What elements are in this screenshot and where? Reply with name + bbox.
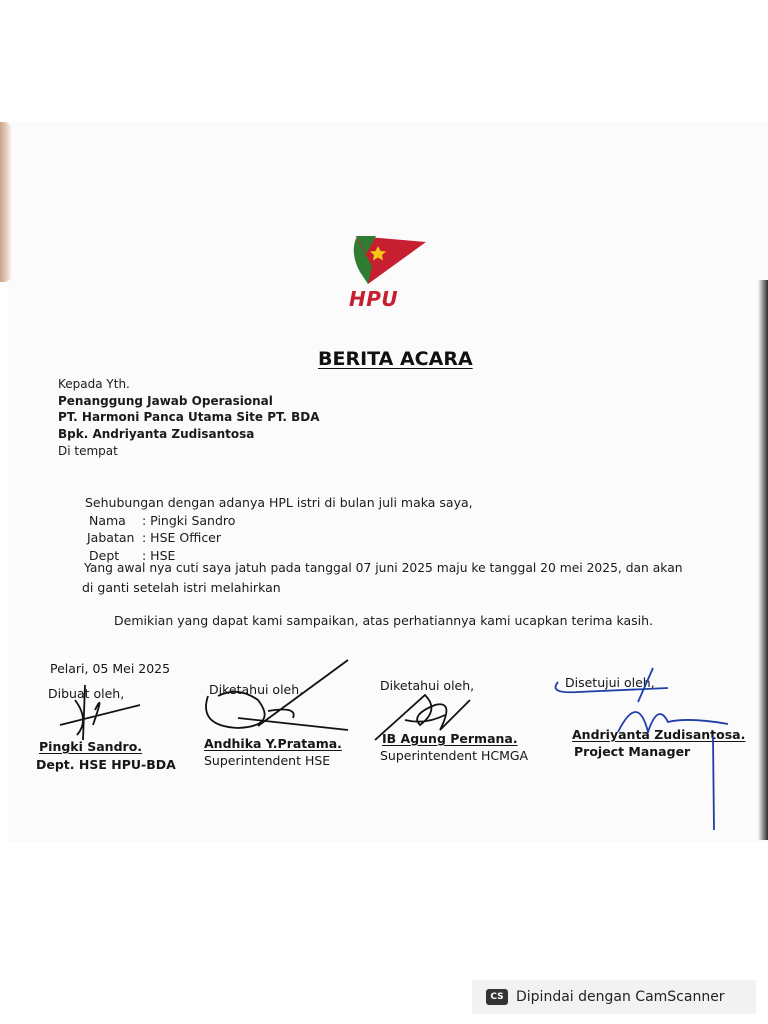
- intro-text: Sehubungan dengan adanya HPL istri di bulan juli maka saya,: [85, 495, 473, 510]
- signatory-name-2: Andhika Y.Pratama.: [204, 736, 342, 751]
- statement-line-1: Yang awal nya cuti saya jatuh pada tanggal 07 juni 2025 maju ke tanggal 20 mei 2025, dan akan: [84, 561, 683, 575]
- address-line-2: PT. Harmoni Panca Utama Site PT. BDA: [58, 410, 320, 424]
- greeting: Kepada Yth.: [58, 377, 130, 391]
- statement-line-2: di ganti setelah istri melahirkan: [82, 580, 281, 595]
- address-line-3: Bpk. Andriyanta Zudisantosa: [58, 427, 255, 441]
- camscanner-icon: CS: [486, 989, 508, 1005]
- field-value-jabatan: : HSE Officer: [142, 530, 222, 545]
- page-edge-right: [758, 280, 768, 840]
- document-title: BERITA ACARA: [318, 348, 473, 370]
- signatory-name-4: Andriyanta Zudisantosa.: [572, 727, 746, 742]
- field-value-dept: : HSE: [142, 548, 176, 563]
- signatory-position-1: Dept. HSE HPU-BDA: [36, 757, 176, 772]
- signatory-position-4: Project Manager: [574, 744, 691, 759]
- field-label-nama: Nama: [89, 513, 126, 528]
- field-value-nama: : Pingki Sandro: [142, 513, 236, 528]
- signatory-position-3: Superintendent HCMGA: [380, 748, 529, 763]
- signature-scribble-3: [365, 685, 485, 745]
- field-label-jabatan: Jabatan: [87, 530, 135, 545]
- signatory-role-4: Disetujui oleh,: [565, 675, 655, 690]
- signatory-role-1: Dibuat oleh,: [48, 686, 125, 701]
- signatory-name-1: Pingki Sandro.: [39, 739, 143, 754]
- place-date: Pelari, 05 Mei 2025: [50, 661, 171, 676]
- signatory-role-2: Diketahui oleh,: [209, 682, 304, 697]
- page-edge-shadow: [0, 122, 12, 282]
- signatory-role-3: Diketahui oleh,: [380, 678, 475, 693]
- signature-scribble-1: [55, 680, 145, 755]
- signature-scribble-2: [198, 656, 358, 736]
- address-line-1: Penanggung Jawab Operasional: [58, 394, 273, 408]
- signatory-name-3: IB Agung Permana.: [382, 731, 518, 746]
- signature-scribble-4: [548, 662, 738, 832]
- camscanner-watermark: [472, 980, 756, 1014]
- logo-text: HPU: [349, 287, 399, 311]
- signatory-position-2: Superintendent HSE: [204, 753, 331, 768]
- closing-text: Demikian yang dapat kami sampaikan, atas perhatiannya kami ucapkan terima kasih.: [114, 613, 654, 628]
- address-line-4: Di tempat: [58, 444, 118, 458]
- field-label-dept: Dept: [89, 548, 120, 563]
- camscanner-label: Dipindai dengan CamScanner: [516, 989, 725, 1005]
